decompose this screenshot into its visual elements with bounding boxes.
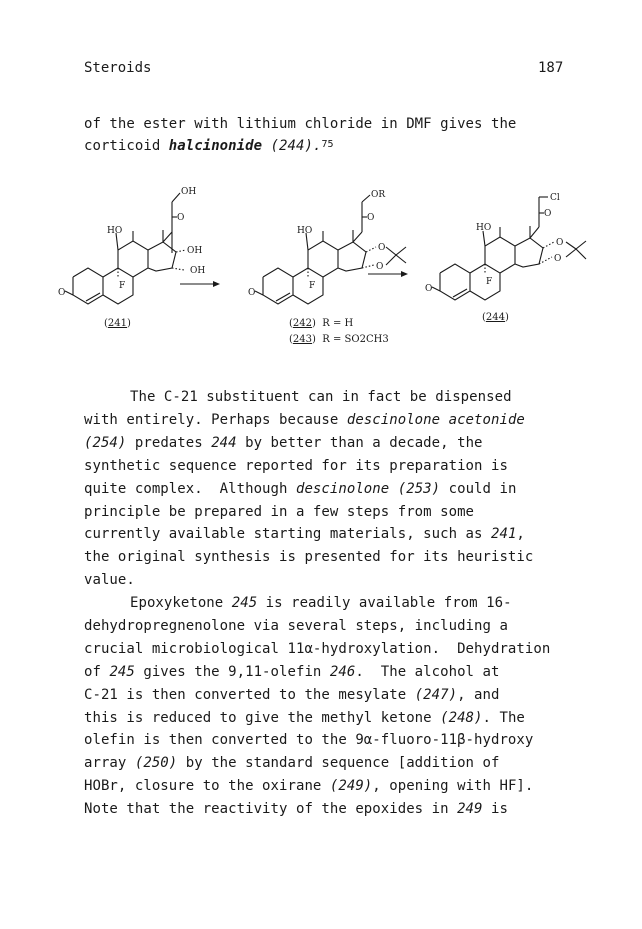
text-run: crucial microbiological 11α-hydroxylation. Dehydration bbox=[84, 640, 551, 657]
acetal-o-b-242: O bbox=[376, 262, 384, 272]
compound-reference: 245 bbox=[231, 595, 258, 611]
intro-line-2 bbox=[84, 138, 334, 154]
o3-241: O bbox=[58, 288, 66, 298]
compound-label-243: (243) R = SO2CH3 bbox=[289, 334, 389, 345]
compound-ref: (244). bbox=[262, 138, 322, 154]
arrow-head-1 bbox=[213, 281, 220, 287]
compound-reference: (250) bbox=[134, 755, 178, 772]
compound-reference: (249) bbox=[329, 778, 373, 795]
arrow-head-2 bbox=[401, 271, 408, 277]
ketone-o-244: O bbox=[544, 209, 552, 219]
text-run: Epoxyketone bbox=[130, 595, 232, 611]
text-run: of bbox=[84, 663, 110, 680]
cl-21-244: Cl bbox=[550, 193, 560, 203]
text-run: by the standard sequence [addition of bbox=[177, 755, 500, 772]
compound-label-241: (241) bbox=[104, 318, 131, 329]
compound-reference: (254) bbox=[84, 434, 127, 451]
paragraph2-line bbox=[84, 755, 499, 771]
text-run: could in bbox=[440, 480, 517, 497]
text-run: is bbox=[482, 801, 508, 818]
paragraph2-line bbox=[84, 664, 499, 680]
paragraph2-line bbox=[84, 778, 533, 794]
paragraph2-line bbox=[84, 710, 525, 726]
acetal-o-b-244: O bbox=[554, 254, 562, 264]
compound-label-244: (244) bbox=[482, 312, 509, 323]
or-21-242: OR bbox=[371, 190, 386, 200]
f-242: F bbox=[309, 281, 316, 291]
text-run: quite complex. Although bbox=[84, 480, 296, 497]
reaction-scheme bbox=[0, 175, 642, 360]
paragraph2-line bbox=[130, 595, 512, 611]
text-run: olefin is then converted to the 9α-fluoro-11β-hydroxy bbox=[84, 732, 534, 749]
text-run: , and bbox=[457, 686, 500, 703]
r-definition-243: R = SO2CH3 bbox=[322, 334, 389, 345]
paragraph1-line bbox=[130, 389, 512, 405]
text-run: array bbox=[84, 755, 135, 772]
paragraph1-line bbox=[84, 481, 516, 497]
compound-reference: 245 bbox=[109, 663, 135, 680]
ketone-o-241: O bbox=[177, 213, 185, 223]
text-run: is readily available from 16- bbox=[257, 595, 512, 611]
compound-reference: 241 bbox=[490, 526, 517, 543]
paragraph1-line bbox=[84, 549, 533, 565]
text-run: , bbox=[516, 526, 525, 543]
compound-label-242: (242) R = H bbox=[289, 318, 354, 329]
ketone-o-242: O bbox=[367, 213, 375, 223]
running-title: Steroids bbox=[84, 60, 152, 76]
intro-line-1: of the ester with lithium chloride in DMF gives the bbox=[84, 116, 517, 132]
paragraph1-line bbox=[84, 458, 508, 474]
oh-21-241: OH bbox=[181, 187, 197, 197]
text-run: HOBr, closure to the oxirane bbox=[84, 778, 330, 795]
f-241: F bbox=[119, 281, 126, 291]
structure-241 bbox=[65, 193, 186, 304]
text-run: currently available starting materials, such as bbox=[84, 526, 491, 543]
text-run: predates bbox=[126, 434, 212, 451]
text-run: Note that the reactivity of the epoxides in bbox=[84, 801, 458, 818]
page-number: 187 bbox=[538, 60, 564, 76]
text-run: value. bbox=[84, 572, 135, 589]
text-run: principle be prepared in a few steps from some bbox=[84, 503, 475, 520]
intro-text: corticoid bbox=[84, 138, 169, 154]
compound-reference: (247) bbox=[414, 686, 458, 703]
label-number-243: 243 bbox=[292, 334, 312, 345]
compound-name: halcinonide bbox=[168, 138, 263, 154]
text-run: . The bbox=[482, 709, 525, 726]
text-run: C-21 is then converted to the mesylate bbox=[84, 686, 415, 703]
text-run: with entirely. Perhaps because bbox=[84, 411, 347, 428]
paragraph1-line bbox=[84, 435, 483, 451]
text-run: the original synthesis is presented for its heuristic bbox=[84, 549, 534, 566]
compound-reference: (253) bbox=[397, 480, 441, 497]
text-run: , opening with HF]. bbox=[372, 778, 534, 795]
acetal-o-a-244: O bbox=[556, 238, 564, 248]
text-run: gives the 9,11-olefin bbox=[134, 663, 330, 680]
text-run: . The alcohol at bbox=[355, 663, 500, 680]
structure-244 bbox=[432, 197, 586, 300]
text-run: dehydropregnenolone via several steps, including a bbox=[84, 617, 508, 634]
paragraph1-line bbox=[84, 572, 135, 588]
text-run: by better than a decade, the bbox=[236, 434, 483, 451]
f-244: F bbox=[486, 277, 493, 287]
paragraph2-line bbox=[84, 732, 533, 748]
paragraph1-line bbox=[84, 526, 525, 542]
oh-16-241: OH bbox=[190, 266, 206, 276]
paragraph2-line bbox=[84, 687, 499, 703]
o3-244: O bbox=[425, 284, 433, 294]
paragraph2-line bbox=[84, 641, 550, 657]
text-run: synthetic sequence reported for its preparation is bbox=[84, 457, 508, 474]
compound-reference: 244 bbox=[211, 434, 237, 451]
text-run: The C-21 substituent can in fact be dispensed bbox=[130, 389, 512, 405]
compound-reference: descinolone acetonide bbox=[346, 411, 525, 428]
citation-superscript: 75 bbox=[321, 139, 334, 150]
ho-11-244: HO bbox=[476, 223, 492, 233]
compound-reference: 249 bbox=[457, 801, 483, 818]
r-definition-242: R = H bbox=[322, 318, 354, 329]
paragraph1-line bbox=[84, 412, 525, 428]
paragraph2-line bbox=[84, 801, 508, 817]
label-number-242: 242 bbox=[292, 318, 312, 329]
text-run bbox=[389, 481, 397, 497]
compound-reference: 246 bbox=[329, 663, 356, 680]
ho-11-241: HO bbox=[107, 226, 123, 236]
ho-11-242: HO bbox=[297, 226, 313, 236]
label-number-244: 244 bbox=[485, 312, 505, 323]
label-number-241: 241 bbox=[107, 318, 127, 329]
paragraph1-line bbox=[84, 504, 474, 520]
o3-242: O bbox=[248, 288, 256, 298]
text-run: this is reduced to give the methyl ketone bbox=[84, 709, 441, 726]
acetal-o-a-242: O bbox=[378, 243, 386, 253]
oh-17-241: OH bbox=[187, 246, 203, 256]
paragraph2-line bbox=[84, 618, 508, 634]
compound-reference: descinolone bbox=[295, 480, 390, 497]
compound-reference: (248) bbox=[440, 709, 483, 726]
